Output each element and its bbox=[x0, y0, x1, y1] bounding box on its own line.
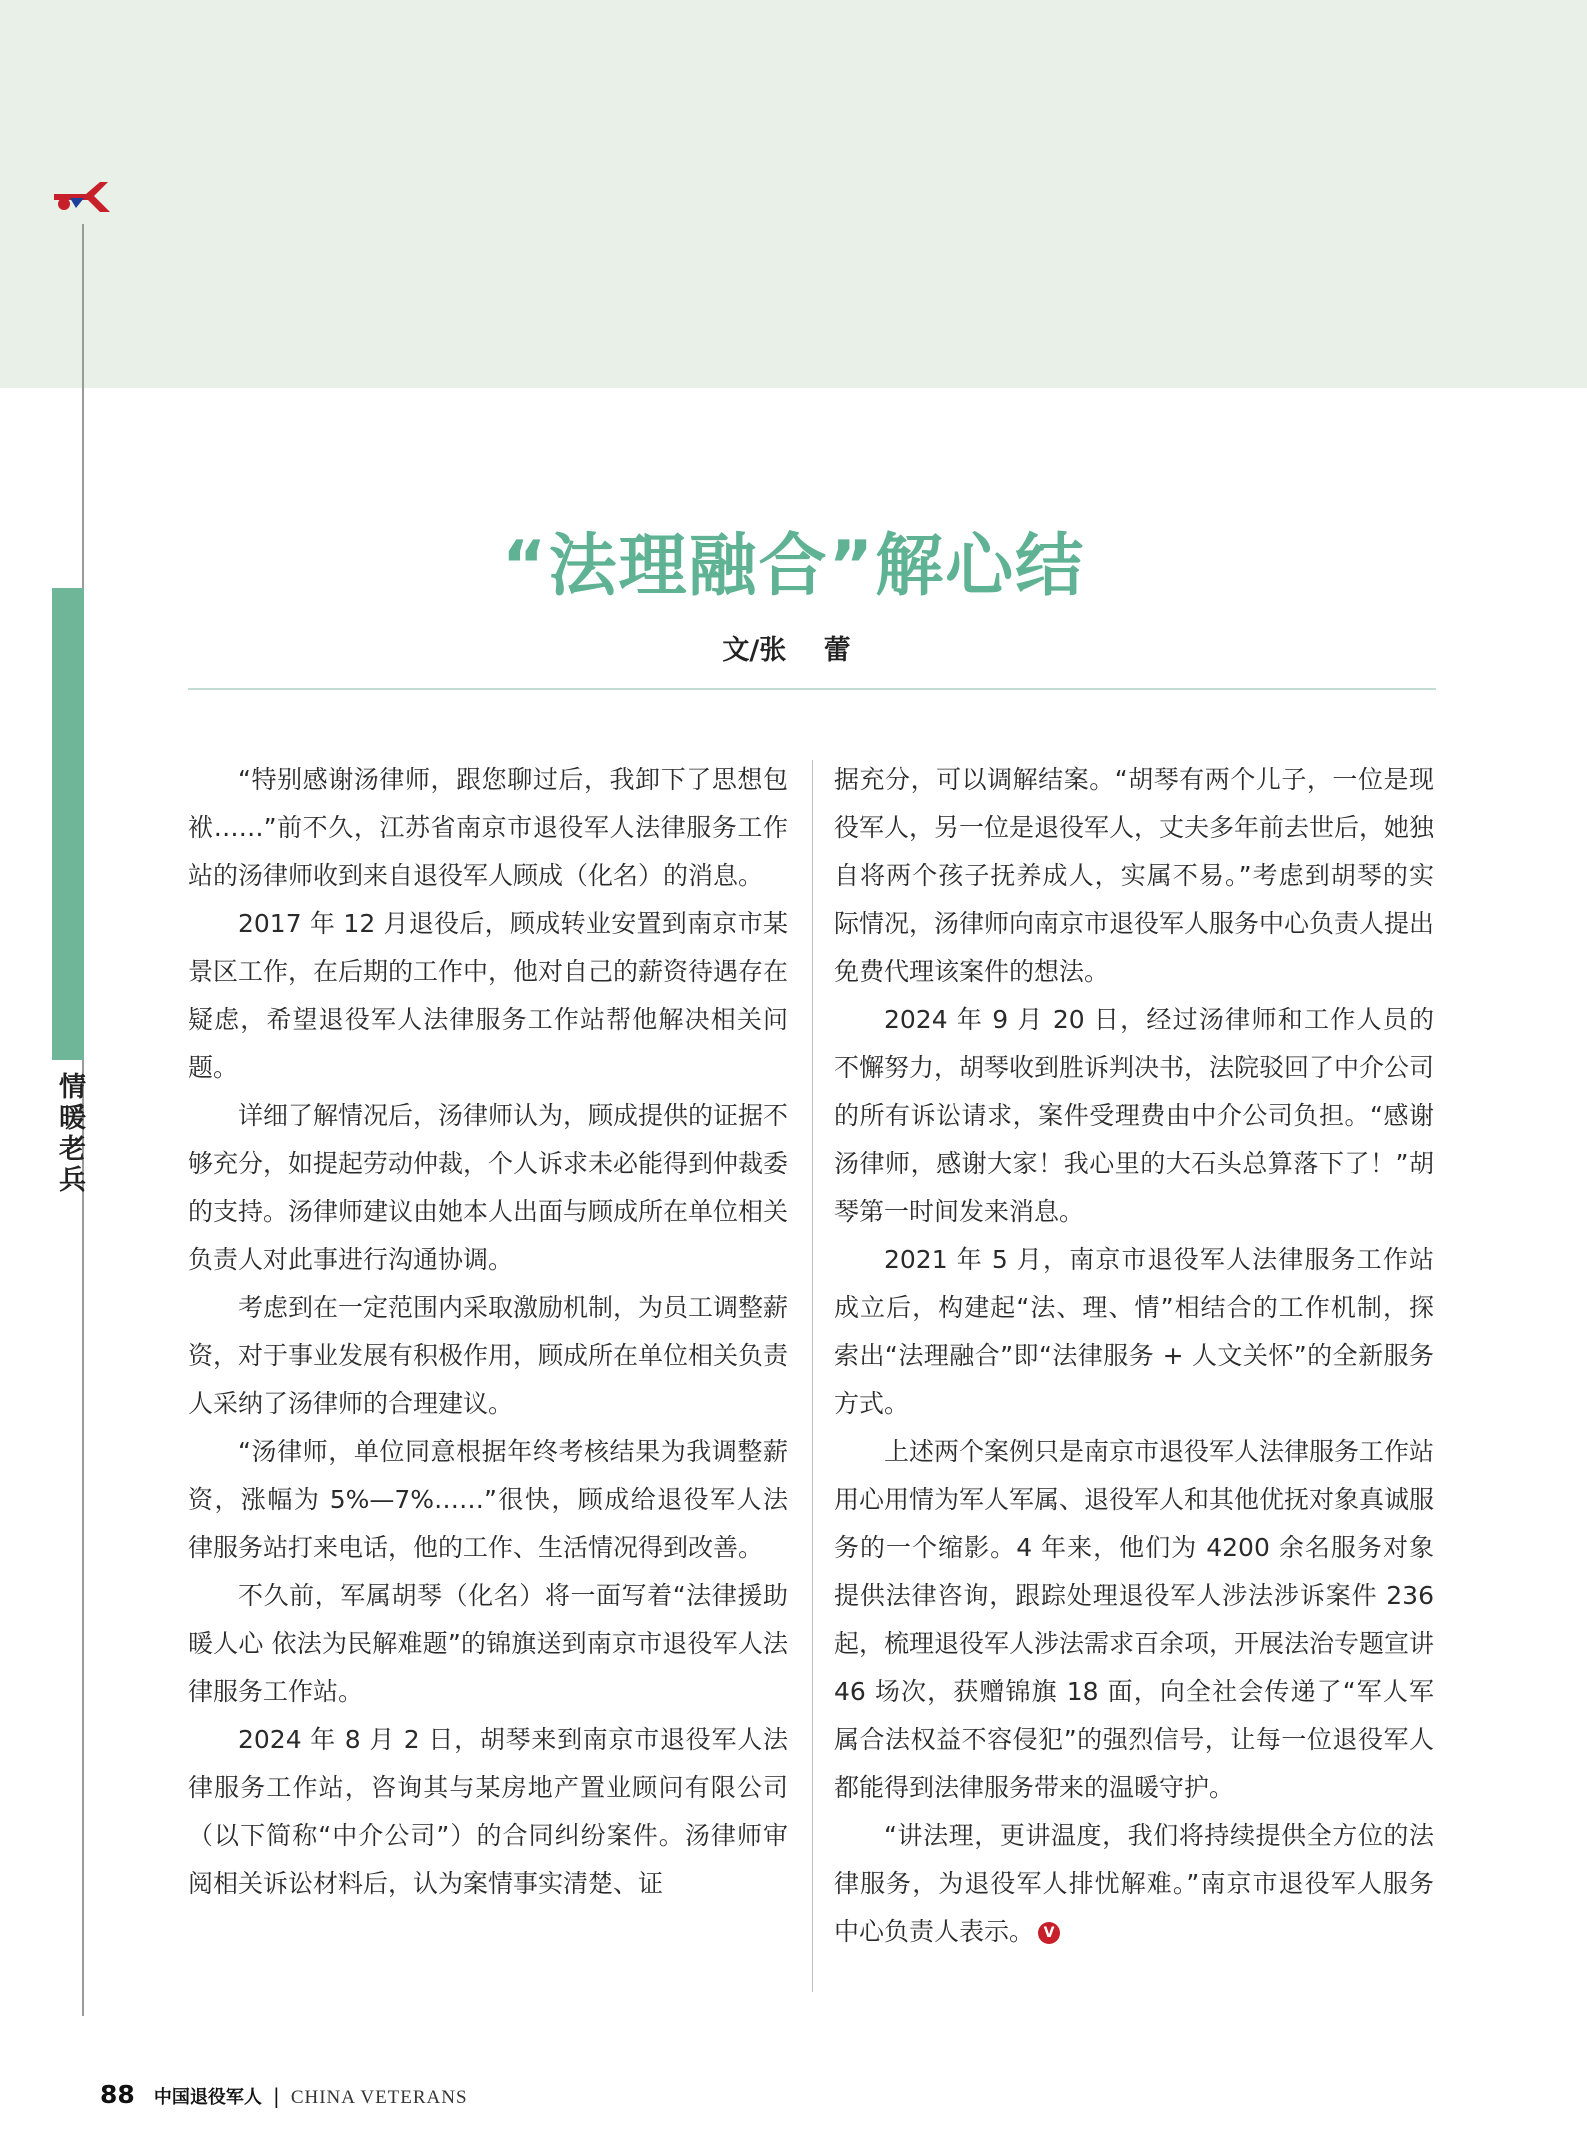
section-label: 情暖老兵 bbox=[54, 1072, 85, 1196]
paragraph: 2021 年 5 月，南京市退役军人法律服务工作站成立后，构建起“法、理、情”相结合的工作机制，探索出“法理融合”即“法律服务 + 人文关怀”的全新服务方式。 bbox=[834, 1245, 1434, 1418]
paragraph: 详细了解情况后，汤律师认为，顾成提供的证据不够充分，如提起劳动仲裁，个人诉求未必能得到仲裁委的支持。汤律师建议由她本人出面与顾成所在单位相关负责人对此事进行沟通协调。 bbox=[188, 1101, 789, 1274]
byline: 文/张 蕾 bbox=[722, 635, 865, 666]
header-banner bbox=[0, 0, 1587, 388]
end-mark-icon: V bbox=[1038, 1922, 1060, 1944]
article-column-right bbox=[834, 756, 1434, 1956]
paragraph: “特别感谢汤律师，跟您聊过后，我卸下了思想包袱……”前不久，江苏省南京市退役军人法律服务工作站的汤律师收到来自退役军人顾成（化名）的消息。 bbox=[188, 765, 788, 890]
paragraph: 不久前，军属胡琴（化名）将一面写着“法律援助暖人心 依法为民解难题”的锦旗送到南京市退役军人法律服务工作站。 bbox=[188, 1581, 788, 1706]
paragraph: 2017 年 12 月退役后，顾成转业安置到南京市某景区工作，在后期的工作中，他对自己的薪资待遇存在疑虑，希望退役军人法律服务工作站帮他解决相关问题。 bbox=[188, 909, 789, 1082]
paragraph-text: “讲法理，更讲温度，我们将持续提供全方位的法律服务，为退役军人排忧解难。”南京市退役军人服务中心负责人表示。 bbox=[834, 1821, 1434, 1946]
paragraph: 考虑到在一定范围内采取激励机制，为员工调整薪资，对于事业发展有积极作用，顾成所在单位相关负责人采纳了汤律师的合理建议。 bbox=[188, 1293, 789, 1418]
paragraph-continuation: 据充分，可以调解结案。“胡琴有两个儿子，一位是现役军人，另一位是退役军人，丈夫多年前去世后，她独自将两个孩子抚养成人，实属不易。”考虑到胡琴的实际情况，汤律师向南京市退役军人服务中心负责人提出免费代理该案件的想法。 bbox=[834, 765, 1435, 986]
paragraph: “汤律师，单位同意根据年终考核结果为我调整薪资，涨幅为 5%—7%……”很快，顾成给退役军人法律服务站打来电话，他的工作、生活情况得到改善。 bbox=[188, 1437, 788, 1562]
magazine-english-name: CHINA VETERANS bbox=[290, 2087, 468, 2108]
magazine-name: 中国退役军人 bbox=[153, 2087, 262, 2108]
byline-author: 张 蕾 bbox=[759, 635, 865, 666]
byline-prefix: 文 bbox=[722, 635, 750, 666]
column-divider bbox=[812, 760, 813, 1992]
article-column-left bbox=[188, 756, 788, 1908]
footer-separator: | bbox=[272, 2084, 280, 2108]
paragraph: 2024 年 8 月 2 日，胡琴来到南京市退役军人法律服务工作站，咨询其与某房地产置业顾问有限公司（以下简称“中介公司”）的合同纠纷案件。汤律师审阅相关诉讼材料后，认为案情事实清楚、证 bbox=[188, 1725, 788, 1898]
page-number: 88 bbox=[100, 2080, 135, 2109]
paragraph: 上述两个案例只是南京市退役军人法律服务工作站用心用情为军人军属、退役军人和其他优抚对象真诚服务的一个缩影。4 年来，他们为 4200 余名服务对象提供法律咨询，跟踪处理退役军人涉法涉诉案件 236 起，梳理退役军人涉法需求百余项，开展法治专题宣讲 46 场次，获赠锦旗 18 面，向全社会传递了“军人军属合法权益不容侵犯”的强烈信号，让每一位退役军人都能得到法律服务带来的温暖守护。 bbox=[834, 1437, 1435, 1802]
magazine-logo-icon bbox=[50, 178, 114, 218]
page-footer bbox=[100, 2080, 468, 2110]
paragraph: 2024 年 9 月 20 日，经过汤律师和工作人员的不懈努力，胡琴收到胜诉判决书，法院驳回了中介公司的所有诉讼请求，案件受理费由中介公司负担。“感谢汤律师，感谢大家！我心里的大石头总算落下了！”胡琴第一时间发来消息。 bbox=[834, 1005, 1435, 1226]
article-title: “法理融合”解心结 bbox=[501, 527, 1086, 606]
title-divider bbox=[188, 688, 1436, 690]
paragraph-final bbox=[834, 1812, 1434, 1956]
